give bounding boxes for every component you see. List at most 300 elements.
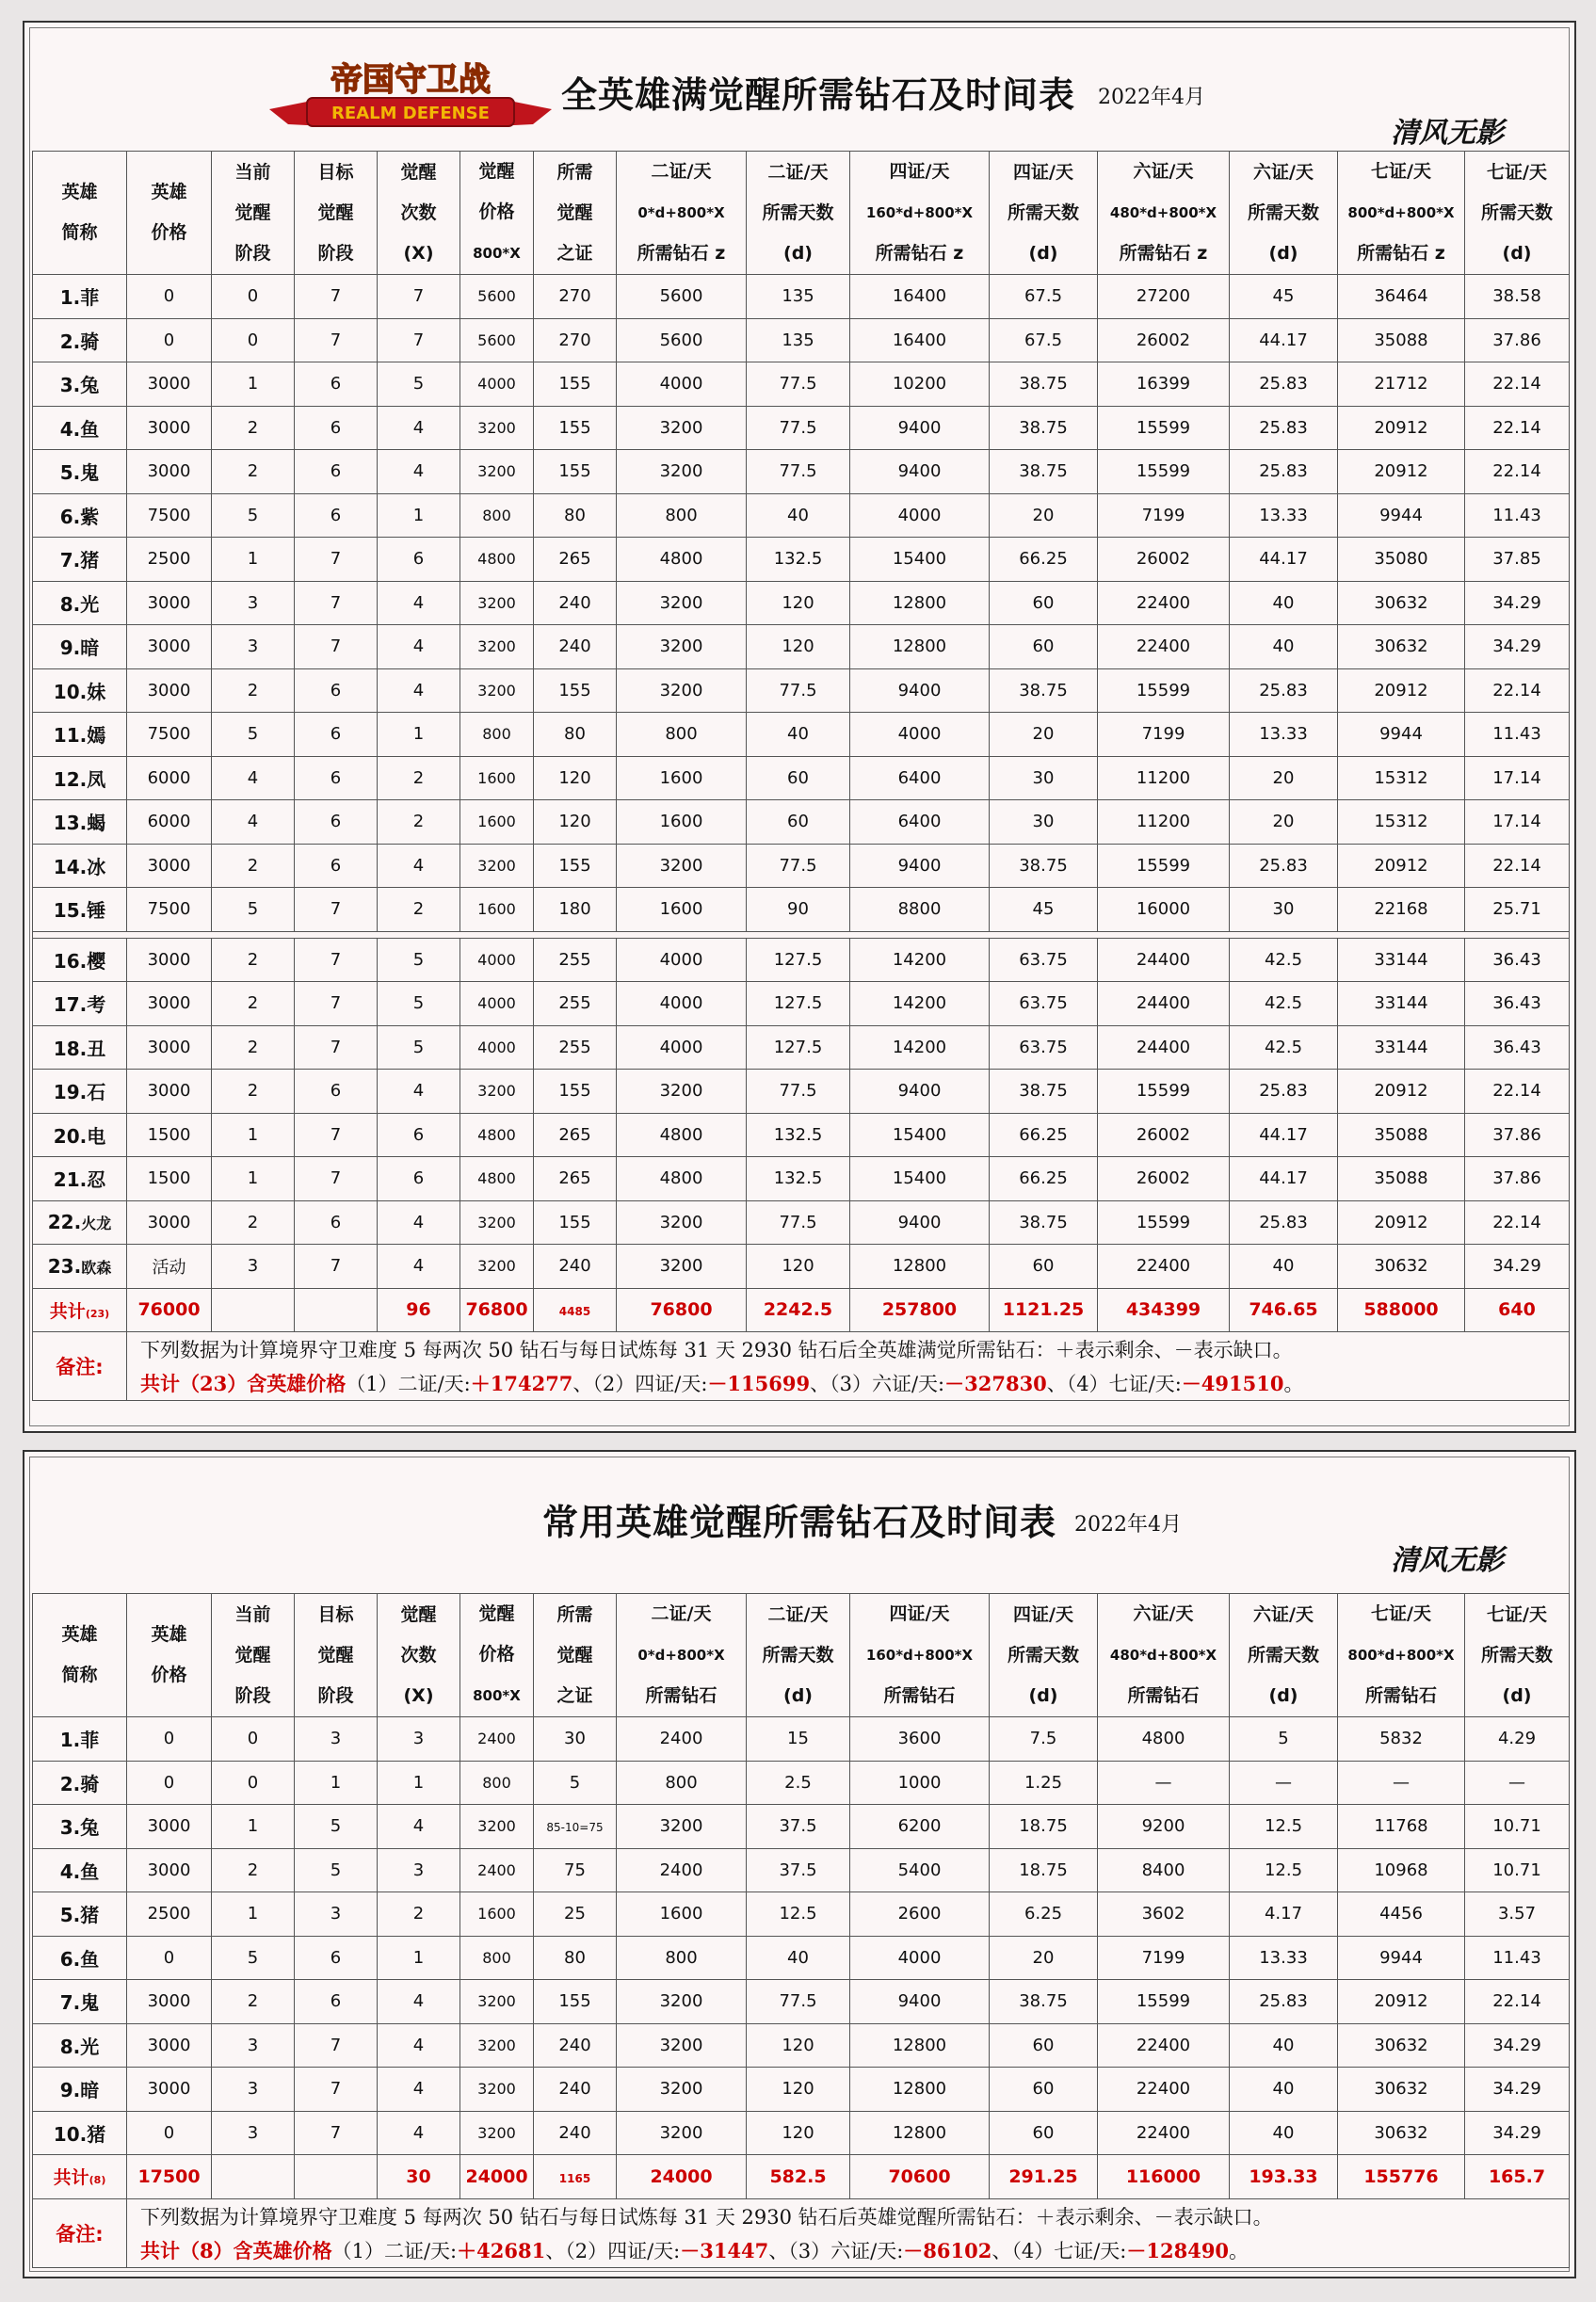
cell-value <box>1465 888 1570 932</box>
cell-text: 9400 <box>897 1212 942 1232</box>
cell-value <box>1098 888 1230 932</box>
hero-name <box>33 1717 127 1762</box>
total-text: 165.7 <box>1488 2165 1546 2187</box>
cell-value <box>850 1892 990 1937</box>
cell-text: 80 <box>564 505 586 525</box>
column-header <box>747 1594 850 1717</box>
column-header <box>534 1594 617 1717</box>
cell-text: 6 <box>412 549 425 570</box>
hero-name <box>33 2023 127 2068</box>
cell-value <box>460 1805 534 1849</box>
cell-value <box>617 1070 747 1114</box>
total-value <box>1338 1288 1465 1332</box>
header-text: 六证/天 <box>1253 1603 1314 1625</box>
header-text: 所需天数 <box>1480 201 1553 223</box>
note-line-2 <box>127 2233 1570 2268</box>
cell-text: 35088 <box>1374 1124 1428 1145</box>
cell-text: 44.17 <box>1259 330 1308 350</box>
cell-value <box>1098 2068 1230 2112</box>
note-value: －327830 <box>944 1372 1047 1395</box>
cell-value <box>378 1157 460 1201</box>
header-text: (d) <box>1268 242 1298 264</box>
cell-text: 9.暗 <box>59 2079 100 2102</box>
column-header <box>127 1594 212 1717</box>
cell-value <box>295 668 378 713</box>
hero-name <box>33 2111 127 2155</box>
cell-value <box>127 2111 212 2155</box>
cell-value <box>295 406 378 450</box>
cell-value <box>1230 625 1338 669</box>
cell-value <box>850 1025 990 1070</box>
cell-text: 4800 <box>477 550 516 569</box>
cell-text: 60 <box>787 767 809 788</box>
cell-text: 15599 <box>1136 680 1191 700</box>
cell-text: 240 <box>558 2079 591 2100</box>
cell-text: 22.14 <box>1492 1212 1541 1232</box>
cell-value <box>127 1980 212 2024</box>
cell-value <box>534 1245 617 1289</box>
column-header <box>295 1594 378 1717</box>
cell-value <box>1465 938 1570 982</box>
cell-text: 6 <box>330 461 342 482</box>
cell-value <box>127 625 212 669</box>
header-text: 觉醒 <box>400 1603 437 1625</box>
cell-value <box>1465 1157 1570 1201</box>
cell-text: 38.75 <box>1019 1212 1068 1232</box>
cell-value <box>1465 982 1570 1026</box>
cell-text: 3000 <box>147 1081 191 1102</box>
cell-value <box>534 406 617 450</box>
cell-text: 60 <box>1032 592 1055 613</box>
cell-value <box>295 1892 378 1937</box>
header-text: (d) <box>1502 1684 1532 1706</box>
cell-text: 3 <box>330 1904 342 1924</box>
cell-text: 120 <box>782 636 814 657</box>
cell-value <box>460 938 534 982</box>
cell-text: 17.考 <box>53 993 106 1017</box>
note-value: －491510 <box>1181 1372 1284 1395</box>
total-text: 2242.5 <box>763 1299 833 1321</box>
cell-value <box>990 1980 1098 2024</box>
cell-value <box>1098 668 1230 713</box>
table-row <box>33 1936 1570 1980</box>
column-header <box>378 1594 460 1717</box>
total-count: (23) <box>85 1307 110 1320</box>
total-value <box>850 1288 990 1332</box>
cell-value <box>747 2023 850 2068</box>
cell-text: 67.5 <box>1024 286 1063 307</box>
column-header <box>990 152 1098 275</box>
cell-value <box>378 275 460 319</box>
table-row <box>33 1157 1570 1201</box>
cell-value <box>212 538 295 582</box>
cell-text: 9944 <box>1379 1947 1423 1968</box>
cell-value <box>378 938 460 982</box>
column-header <box>378 152 460 275</box>
cell-text: 3200 <box>477 1082 516 1101</box>
cell-text: 38.75 <box>1019 374 1068 394</box>
cell-value <box>1098 938 1230 982</box>
cell-value <box>1230 318 1338 362</box>
header-text: 简称 <box>61 1665 98 1685</box>
header-text: 二证/天 <box>767 1603 829 1625</box>
cell-text: 6.25 <box>1024 1904 1063 1924</box>
cell-text: 12800 <box>892 1256 947 1277</box>
cell-value <box>617 581 747 625</box>
cell-text: 6 <box>330 505 342 525</box>
cell-value <box>1338 844 1465 888</box>
cell-value <box>747 406 850 450</box>
column-header <box>990 1594 1098 1717</box>
cell-value <box>295 2023 378 2068</box>
cell-value <box>617 493 747 538</box>
cell-value <box>295 1717 378 1762</box>
cell-text: 800 <box>665 1947 698 1968</box>
cell-value <box>1230 844 1338 888</box>
cell-value <box>212 1070 295 1114</box>
cell-value <box>850 318 990 362</box>
cell-text: 22.14 <box>1492 1081 1541 1102</box>
note-value: －128490 <box>1126 2238 1230 2262</box>
total-value <box>1098 2155 1230 2199</box>
cell-value <box>990 1936 1098 1980</box>
cell-text: 265 <box>558 549 591 570</box>
cell-text: 20912 <box>1374 1081 1428 1102</box>
cell-text: 12800 <box>892 636 947 657</box>
header-text: 四证/天 <box>1013 1603 1073 1625</box>
note-summary-label: 共计（23）含英雄价格 <box>140 1372 347 1395</box>
table-row <box>33 2068 1570 2112</box>
cell-value <box>378 1070 460 1114</box>
cell-text: 25.83 <box>1259 374 1308 394</box>
cell-text: 40 <box>1272 1256 1295 1277</box>
cell-value <box>1230 713 1338 757</box>
cell-text: 33144 <box>1374 993 1428 1014</box>
cell-value <box>1465 1848 1570 1892</box>
cell-text: 38.75 <box>1019 1081 1068 1102</box>
cell-value <box>747 844 850 888</box>
cell-value <box>850 938 990 982</box>
header-text: 所需 <box>556 1603 593 1625</box>
cell-value <box>378 844 460 888</box>
cell-value <box>534 581 617 625</box>
cell-value <box>747 1761 850 1805</box>
cell-text: 800 <box>482 725 511 744</box>
cell-value <box>378 1113 460 1157</box>
cell-text: 15.锤 <box>53 899 106 923</box>
cell-text: 0 <box>247 1772 259 1793</box>
cell-text: 60 <box>1032 2079 1055 2100</box>
hero-name <box>33 888 127 932</box>
cell-value <box>1098 1805 1230 1849</box>
cell-value <box>747 362 850 407</box>
cell-value <box>747 1980 850 2024</box>
cell-text: 2500 <box>147 549 191 570</box>
full-awakening-table <box>32 151 1570 1401</box>
header-text: 觉醒 <box>234 1644 271 1666</box>
column-header <box>460 152 534 275</box>
cell-text: 3200 <box>659 1081 703 1102</box>
cell-text: 16400 <box>892 286 947 307</box>
cell-text: 4800 <box>659 549 703 570</box>
cell-value <box>747 1936 850 1980</box>
cell-text: 120 <box>558 812 591 832</box>
cell-value <box>990 1200 1098 1245</box>
cell-text: 1 <box>412 1947 425 1968</box>
cell-value <box>990 2111 1098 2155</box>
author-signature-2: 清风无影 <box>1391 1544 1504 1577</box>
cell-value <box>850 1245 990 1289</box>
cell-value <box>534 888 617 932</box>
cell-text: 1600 <box>477 813 516 831</box>
cell-value <box>617 1761 747 1805</box>
cell-value <box>1338 1157 1465 1201</box>
cell-text: 3000 <box>147 636 191 657</box>
cell-value <box>460 1157 534 1201</box>
cell-text: 3200 <box>477 1992 516 2011</box>
cell-value <box>127 318 212 362</box>
cell-value <box>1098 625 1230 669</box>
cell-text: 24400 <box>1136 949 1191 970</box>
cell-text: 80 <box>564 724 586 745</box>
cell-value <box>1098 2023 1230 2068</box>
cell-text: 42.5 <box>1264 1037 1303 1057</box>
cell-text: 16000 <box>1136 899 1191 920</box>
cell-value <box>460 625 534 669</box>
hero-name <box>33 1761 127 1805</box>
cell-value <box>212 1892 295 1937</box>
cell-value <box>1338 1200 1465 1245</box>
cell-value <box>1230 800 1338 845</box>
cell-value <box>747 318 850 362</box>
cell-text: 13.33 <box>1259 1947 1308 1968</box>
hero-name <box>33 1157 127 1201</box>
cell-value <box>127 982 212 1026</box>
cell-text: 4.17 <box>1264 1904 1303 1924</box>
cell-value <box>850 756 990 800</box>
cell-value <box>534 2023 617 2068</box>
header-text: (X) <box>403 242 434 264</box>
cell-value <box>1338 1025 1465 1070</box>
cell-text: 30 <box>1032 767 1055 788</box>
hero-name-text: 22. <box>47 1211 82 1234</box>
cell-text: 22400 <box>1136 1256 1191 1277</box>
table-row <box>33 800 1570 845</box>
total-text: 17500 <box>137 2165 201 2187</box>
cell-value <box>378 1717 460 1762</box>
header-text: 160*d+800*X <box>865 204 974 221</box>
page-title-2: 常用英雄觉醒所需钻石及时间表 <box>542 1501 1057 1543</box>
cell-text: 6 <box>330 767 342 788</box>
cell-value <box>212 800 295 845</box>
note-text: 、（2）四证/天: <box>572 1373 708 1395</box>
cell-text: 12.凤 <box>53 767 106 791</box>
cell-text: 800 <box>482 1773 511 1792</box>
cell-text: 3 <box>247 2122 259 2143</box>
total-text: 76800 <box>465 1299 528 1321</box>
title-bar-2 <box>24 1452 1574 1584</box>
cell-text: 4 <box>412 417 425 438</box>
cell-value <box>212 1200 295 1245</box>
cell-text: 33144 <box>1374 949 1428 970</box>
total-value <box>747 1288 850 1332</box>
total-value <box>850 2155 990 2199</box>
hero-name <box>33 275 127 319</box>
cell-text: 38.75 <box>1019 855 1068 876</box>
cell-text: 2 <box>247 1212 259 1232</box>
cell-text: 4000 <box>477 375 516 394</box>
cell-text: 2 <box>412 1904 425 1924</box>
hero-name <box>33 1980 127 2024</box>
cell-value <box>1230 1113 1338 1157</box>
header-text: 阶段 <box>317 1684 354 1706</box>
header-text: 觉醒 <box>317 1644 354 1666</box>
cell-text: 2 <box>247 1081 259 1102</box>
cell-text: 2 <box>247 1859 259 1880</box>
cell-value <box>378 1805 460 1849</box>
cell-value <box>1338 1805 1465 1849</box>
cell-text: 16.樱 <box>53 949 106 973</box>
cell-text: 7 <box>330 1168 342 1189</box>
header-text: 800*X <box>473 245 521 262</box>
total-row <box>33 2155 1570 2199</box>
cell-text: 127.5 <box>773 1037 823 1057</box>
cell-text: 3200 <box>477 1257 516 1276</box>
total-text: 30 <box>406 2165 431 2187</box>
cell-text: 67.5 <box>1024 330 1063 350</box>
cell-value <box>1230 668 1338 713</box>
hero-name-suffix: 火龙 <box>81 1215 112 1233</box>
cell-text: 37.5 <box>779 1816 817 1837</box>
cell-value <box>534 1805 617 1849</box>
cell-value <box>127 1805 212 1849</box>
cell-text: 155 <box>558 1081 591 1102</box>
note-text: 。 <box>1283 1373 1304 1395</box>
note-text: 、（4）七证/天: <box>1046 1373 1182 1395</box>
cell-value <box>295 938 378 982</box>
cell-text: 4000 <box>897 505 942 525</box>
cell-text: 7 <box>412 286 425 307</box>
cell-text: 3200 <box>477 2123 516 2142</box>
header-text: 四证/天 <box>1013 161 1073 183</box>
cell-value <box>850 1070 990 1114</box>
cell-value <box>295 1980 378 2024</box>
cell-value <box>1098 1936 1230 1980</box>
cell-text: 3200 <box>477 681 516 700</box>
cell-value <box>850 362 990 407</box>
cell-value <box>127 1200 212 1245</box>
cell-value <box>378 1761 460 1805</box>
header-text: (d) <box>1268 1684 1298 1706</box>
column-header <box>33 152 127 275</box>
cell-value <box>850 2068 990 2112</box>
cell-text: — <box>1393 1772 1410 1793</box>
cell-text: 25.83 <box>1259 417 1308 438</box>
cell-text: 135 <box>782 330 814 350</box>
cell-text: 17.14 <box>1492 812 1541 832</box>
cell-value <box>617 888 747 932</box>
cell-value <box>1098 1892 1230 1937</box>
cell-value <box>1465 538 1570 582</box>
cell-value <box>1230 1245 1338 1289</box>
cell-text: 33144 <box>1374 1037 1428 1057</box>
table-row <box>33 888 1570 932</box>
cell-text: 4 <box>412 1212 425 1232</box>
cell-value <box>1465 450 1570 494</box>
cell-value <box>990 756 1098 800</box>
cell-text: 34.29 <box>1492 592 1541 613</box>
cell-value <box>1230 888 1338 932</box>
note-row <box>33 2198 1570 2233</box>
cell-text: 77.5 <box>779 680 817 700</box>
cell-value <box>990 888 1098 932</box>
cell-text: 26002 <box>1136 549 1191 570</box>
cell-value <box>127 1025 212 1070</box>
cell-text: 6 <box>330 855 342 876</box>
note-text: 、（3）六证/天: <box>768 2239 904 2262</box>
cell-value <box>295 1761 378 1805</box>
cell-value <box>1338 888 1465 932</box>
cell-value <box>127 756 212 800</box>
cell-text: 3602 <box>1141 1904 1185 1924</box>
cell-text: 6200 <box>897 1816 942 1837</box>
cell-text: 2500 <box>147 1904 191 1924</box>
cell-value <box>990 538 1098 582</box>
cell-value <box>1098 1200 1230 1245</box>
cell-text: 3200 <box>477 856 516 875</box>
cell-text: 4 <box>247 812 259 832</box>
cell-text: 20 <box>1272 767 1295 788</box>
cell-text: 15312 <box>1374 767 1428 788</box>
cell-text: 15599 <box>1136 461 1191 482</box>
cell-text: 16399 <box>1136 374 1191 394</box>
cell-text: 4000 <box>477 1038 516 1056</box>
cell-text: 6.紫 <box>59 505 100 528</box>
total-value <box>127 1288 212 1332</box>
cell-text: 34.29 <box>1492 2035 1541 2055</box>
cell-text: 240 <box>558 2035 591 2055</box>
cell-value <box>990 406 1098 450</box>
cell-value <box>850 1980 990 2024</box>
cell-text: 40 <box>787 1947 809 1968</box>
cell-text: 270 <box>558 286 591 307</box>
cell-value <box>212 1113 295 1157</box>
cell-value <box>460 800 534 845</box>
column-header <box>1465 152 1570 275</box>
cell-text: 3200 <box>659 1991 703 2012</box>
cell-value <box>747 2068 850 2112</box>
cell-value <box>1230 1848 1338 1892</box>
column-header <box>850 152 990 275</box>
note-text: 、（4）七证/天: <box>991 2239 1127 2262</box>
header-row <box>33 152 1570 275</box>
cell-text: 80 <box>564 1947 586 1968</box>
cell-text: 6 <box>330 1081 342 1102</box>
cell-text: 22168 <box>1374 899 1428 920</box>
cell-text: 12800 <box>892 2122 947 2143</box>
cell-text: 34.29 <box>1492 1256 1541 1277</box>
cell-value <box>747 625 850 669</box>
cell-value <box>747 756 850 800</box>
cell-value <box>1098 318 1230 362</box>
cell-text: 14.冰 <box>53 855 106 878</box>
common-awakening-panel <box>23 1450 1576 2278</box>
cell-value <box>295 888 378 932</box>
cell-value <box>127 406 212 450</box>
cell-value <box>617 362 747 407</box>
cell-value <box>1465 713 1570 757</box>
cell-text: 36.43 <box>1492 1037 1541 1057</box>
